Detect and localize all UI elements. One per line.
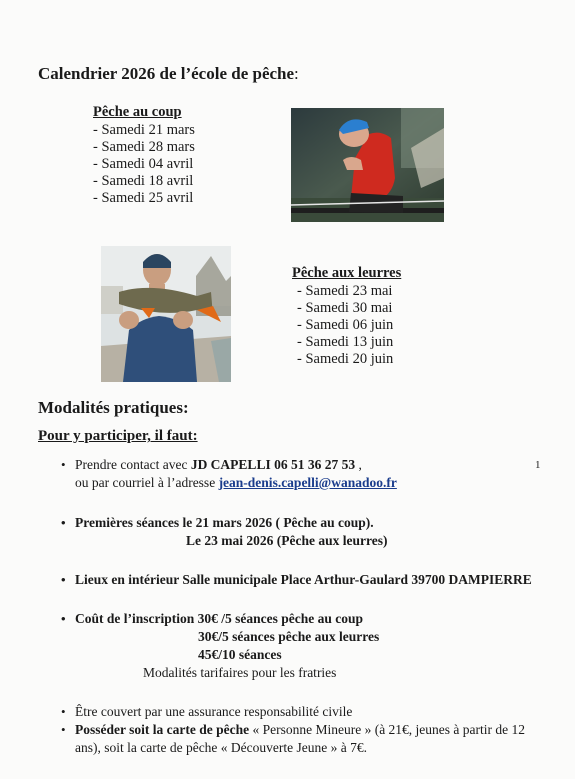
photo-boy-fishing [291,108,444,222]
cost-item: • Coût de l’inscription 30€ /5 séances pêche au coup [61,611,364,626]
bullet-icon: • [61,722,66,737]
participer-heading: Pour y participer, il faut: [38,428,198,444]
peche-leurres-heading: Pêche aux leurres [292,265,402,281]
peche-coup-heading: Pêche au coup [93,104,182,120]
date-item: - Samedi 06 juin [297,317,394,333]
peche-leurres-dates [297,283,401,368]
date-item: - Samedi 28 mars [93,139,195,155]
date-item: - Samedi 25 avril [93,190,194,206]
date-item: - Samedi 20 juin [297,351,394,367]
bullet-icon: • [61,515,66,530]
bullet-icon: • [61,457,66,472]
location-item: • Lieux en intérieur Salle municipale Place Arthur-Gaulard 39700 DAMPIERRE [61,572,532,587]
photo-boy-with-fish [101,246,231,382]
peche-leurres-section [292,265,401,368]
fishing-card-line-2: ans), soit la carte de pêche « Découverte Jeune » à 7€. [75,740,367,755]
date-item: - Samedi 13 juin [297,334,394,350]
date-item: - Samedi 18 avril [93,173,194,189]
insurance-item: • Être couvert par une assurance responsabilité civile [61,704,353,719]
fishing-card-item: • Posséder soit la carte de pêche « Personne Mineure » (à 21€, jeunes à partir de 12 [61,722,526,737]
cost-note: Modalités tarifaires pour les fratries [143,665,337,680]
mail-line: ou par courriel à l’adresse jean-denis.capelli@wanadoo.fr [75,475,397,490]
cost-line-2: 30€/5 séances pêche aux leurres [198,629,380,644]
cost-line-3: 45€/10 séances [198,647,282,662]
bullet-icon: • [61,704,66,719]
date-item: - Samedi 23 mai [297,283,393,299]
date-item: - Samedi 21 mars [93,122,195,138]
email-link[interactable]: jean-denis.capelli@wanadoo.fr [218,475,397,490]
bullet-icon: • [61,611,66,626]
second-sessions-line: Le 23 mai 2026 (Pêche aux leurres) [186,533,388,548]
first-sessions-item: • Premières séances le 21 mars 2026 ( Pêche au coup). [61,515,374,530]
page-number: 1 [535,459,541,471]
modalites-heading: Modalités pratiques: [38,398,189,417]
peche-coup-dates [93,122,195,207]
peche-coup-section [82,104,195,207]
date-item: - Samedi 04 avril [93,156,194,172]
bullet-icon: • [61,572,66,587]
date-item: - Samedi 30 mai [297,300,393,316]
contact-item: • Prendre contact avec JD CAPELLI 06 51 36 27 53 , [61,457,362,472]
page-title: Calendrier 2026 de l’école de pêche: [38,64,299,83]
contact-name: JD CAPELLI 06 51 36 27 53 [190,457,356,472]
